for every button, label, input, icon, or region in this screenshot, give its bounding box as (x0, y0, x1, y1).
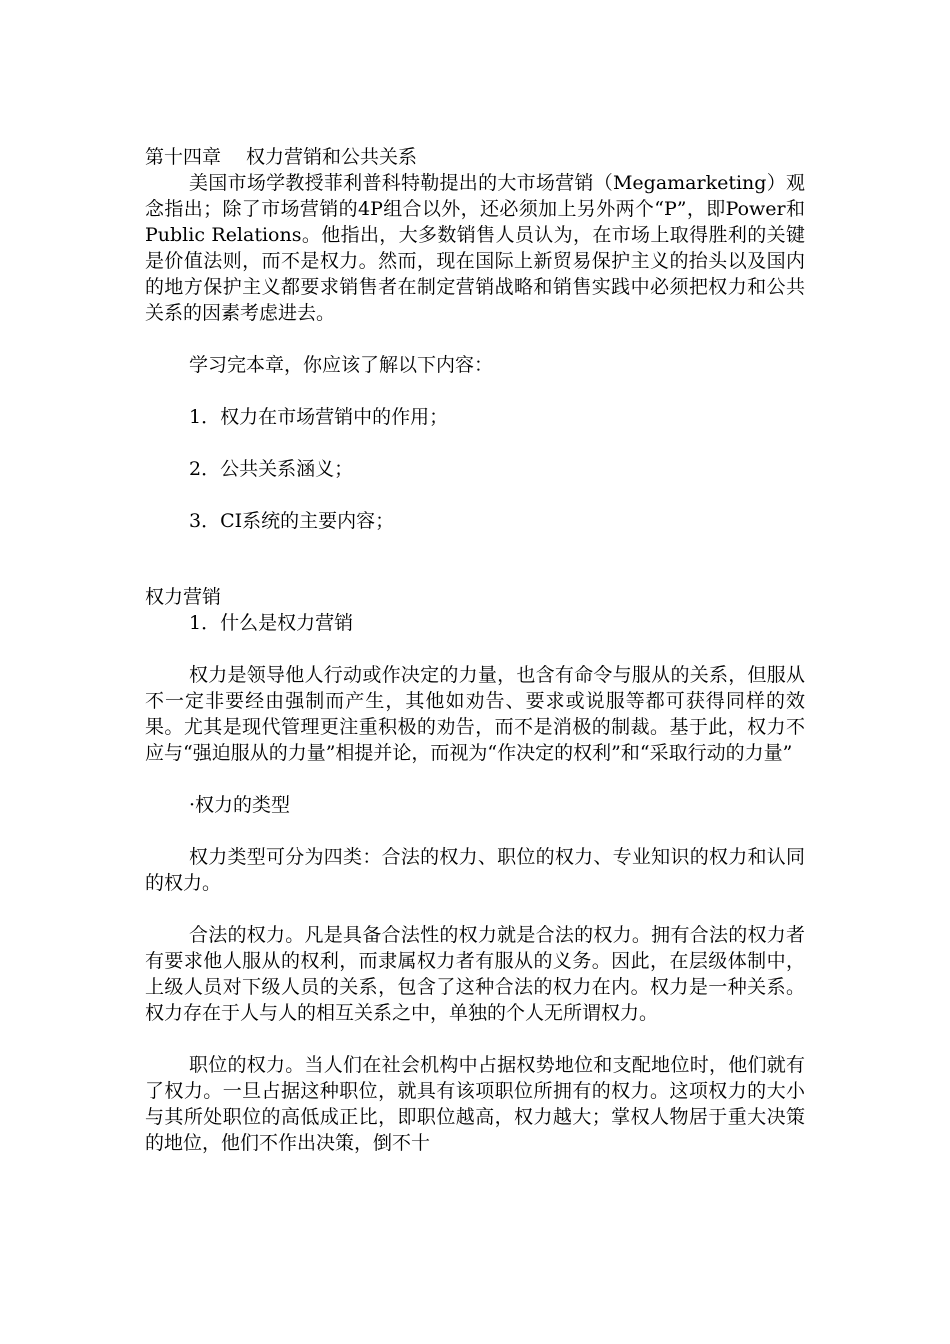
chapter-intro-paragraph: 美国市场学教授菲利普科特勒提出的大市场营销（Megamarketing）观念指出；除了市场营销的4P组合以外，还必须加上另外两个“P”，即Power和Public Relations。他指出，大多数销售人员认为，在市场上取得胜利的关键是价值法则，而不是权力。然而，现在国际上新贸易保护主义的抬头以及国内的地方保护主义都要求销售者在制定营销战略和销售实践中必须把权力和公共关系的因素考虑进去。 (145, 172, 805, 324)
position-power-paragraph: 职位的权力。当人们在社会机构中占据权势地位和支配地位时，他们就有了权力。一旦占据这种职位，就具有该项职位所拥有的权力。这项权力的大小与其所处职位的高低成正比，即职位越高，权力越大；掌权人物居于重大决策的地位，他们不作出决策，倒不十 (145, 1054, 805, 1154)
section-heading: 权力营销 (145, 586, 222, 608)
objectives-lead: 学习完本章，你应该了解以下内容： (189, 354, 494, 376)
objective-item-2: 2．公共关系涵义； (189, 458, 354, 480)
objective-item-3: 3．CI系统的主要内容； (189, 510, 395, 532)
section-subheading: 1．什么是权力营销 (189, 612, 354, 634)
power-types-heading: ·权力的类型 (189, 794, 291, 816)
power-types-intro-paragraph: 权力类型可分为四类：合法的权力、职位的权力、专业知识的权力和认同的权力。 (145, 846, 805, 894)
chapter-title: 第十四章 权力营销和公共关系 (145, 146, 418, 168)
document-body (145, 144, 805, 1156)
power-definition-paragraph: 权力是领导他人行动或作决定的力量，也含有命令与服从的关系，但服从不一定非要经由强制而产生，其他如劝告、要求或说服等都可获得同样的效果。尤其是现代管理更注重积极的劝告，而不是消极的制裁。基于此，权力不应与“强迫服从的力量”相提并论，而视为“作决定的权利”和“采取行动的力量” (145, 664, 805, 764)
objective-item-1: 1．权力在市场营销中的作用； (189, 406, 449, 428)
legal-power-paragraph: 合法的权力。凡是具备合法性的权力就是合法的权力。拥有合法的权力者有要求他人服从的权利，而隶属权力者有服从的义务。因此，在层级体制中，上级人员对下级人员的关系，包含了这种合法的权力在内。权力是一种关系。权力存在于人与人的相互关系之中，单独的个人无所谓权力。 (145, 924, 805, 1024)
